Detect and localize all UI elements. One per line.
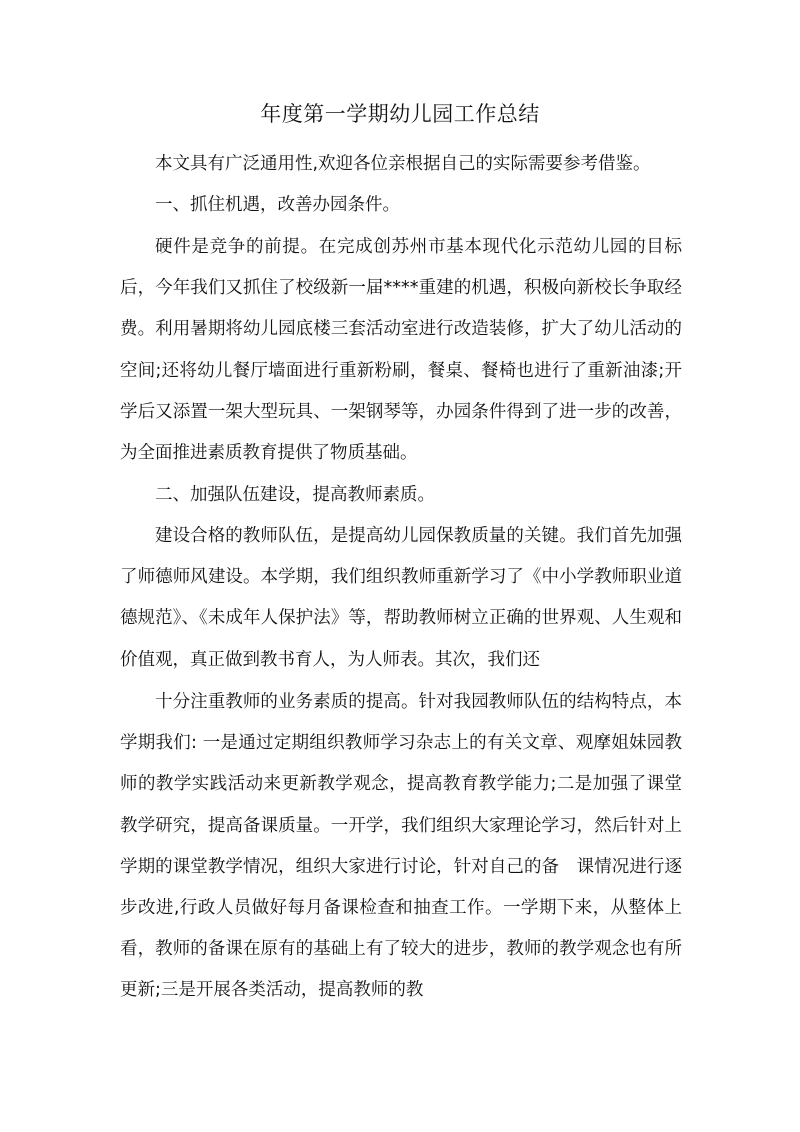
intro-paragraph: 本文具有广泛通用性,欢迎各位亲根据自己的实际需要参考借鉴。 bbox=[155, 154, 651, 174]
body-paragraph: 建设合格的教师队伍，是提高幼儿园保教质量的关键。我们首先加强了师德师风建设。本学期，我们组织教师重新学习了《中小学教师职业道德规范》、《未成年人保护法》等，帮助教师树立正确的世界观、人生观和价值观，真正做到教书育人，为人师表。其次，我们还 bbox=[120, 526, 682, 670]
section-heading-1: 一、抓住机遇，改善办园条件。 bbox=[155, 195, 400, 215]
body-paragraph: 硬件是竞争的前提。在完成创苏州市基本现代化示范幼儿园的目标后，今年我们又抓住了校级新一届****重建的机遇，积极向新校长争取经费。利用暑期将幼儿园底楼三套活动室进行改造装修，扩大了幼儿活动的空间;还将幼儿餐厅墙面进行重新粉刷，餐桌、餐椅也进行了重新油漆;开学后又添置一架大型玩具、一架钢琴等，办园条件得到了进一步的改善，为全面推进素质教育提供了物质基础。 bbox=[120, 237, 682, 464]
document-title: 年度第一学期幼儿园工作总结 bbox=[260, 102, 540, 126]
section-heading-2: 二、加强队伍建设，提高教师素质。 bbox=[155, 485, 435, 505]
body-paragraph: 十分注重教师的业务素质的提高。针对我园教师队伍的结构特点，本学期我们: 一是通过定期组织教师学习杂志上的有关文章、观摩姐妹园教师的教学实践活动来更新教学观念，提高教育教学能力;二是加强了课堂教学研究，提高备课质量。一开学，我们组织大家理论学习，然后针对上学期的课堂教学情况，组织大家进行讨论，针对自己的备 课情况进行逐步改进,行政人员做好每月备课检查和抽查工作。一学期下来，从整体上看，教师的备课在原有的基础上有了较大的进步，教师的教学观念也有所更新;三是开展各类活动，提高教师的教 bbox=[120, 692, 682, 1001]
